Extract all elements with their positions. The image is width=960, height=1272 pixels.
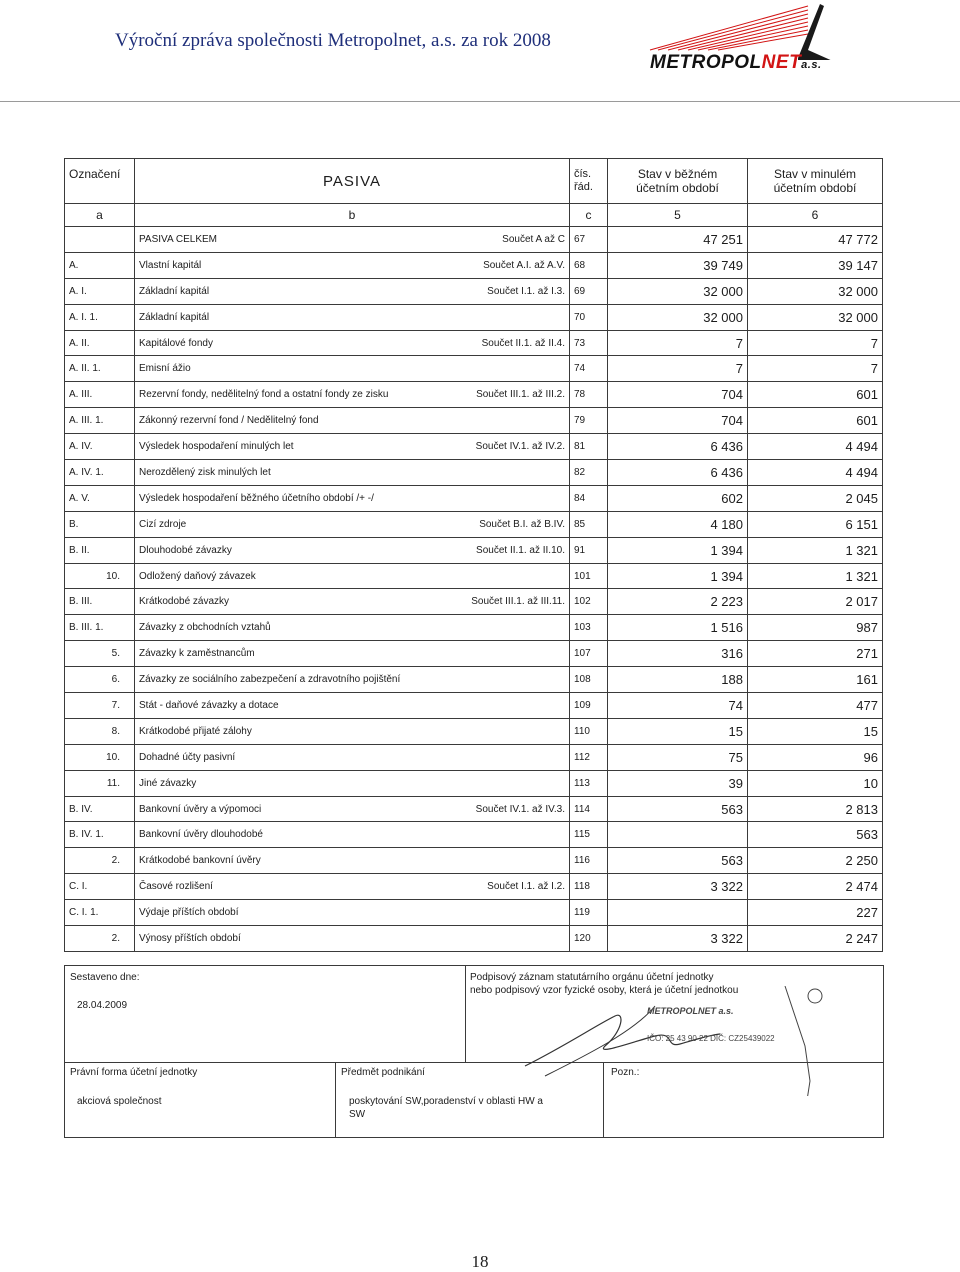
cell-cislo-radku: 74 [570,356,608,382]
cell-minule-obdobi: 601 [748,382,883,408]
cell-cislo-radku: 82 [570,460,608,486]
row-label: Výdaje příštích období [139,907,239,919]
row-label: Závazky ze sociálního zabezpečení a zdravotního pojištění [139,674,401,686]
row-label: Odložený daňový závazek [139,570,256,582]
row-soucet: Součet A až C [502,233,565,245]
col-header-bezne [608,159,748,204]
cell-nazev [135,900,570,926]
minule-line-1: Stav v minulém [773,167,857,181]
cell-bezne-obdobi [608,822,748,848]
cell-nazev [135,227,570,253]
cell-bezne-obdobi: 563 [608,796,748,822]
table-row [65,511,883,537]
metropolnet-logo [648,0,848,80]
cell-oznaceni: A. II. [65,330,135,356]
table-row [65,460,883,486]
col-header-oznaceni: Označení [65,159,135,204]
row-label: Jiné závazky [139,777,197,789]
row-soucet: Součet II.1. až II.10. [476,544,565,556]
row-label: Cizí zdroje [139,518,187,530]
cell-oznaceni: C. I. 1. [65,900,135,926]
cis-rad-line-2: řád. [574,181,593,193]
cell-oznaceni: B. [65,511,135,537]
row-soucet: Součet II.1. až II.4. [481,337,565,349]
row-label: Vlastní kapitál [139,259,202,271]
subheader-5: 5 [608,204,748,227]
row-label: PASIVA CELKEM [139,233,217,245]
row-label: Výnosy příštích období [139,932,241,944]
pravni-forma-value: akciová společnost [77,1096,162,1107]
row-label: Výsledek hospodaření minulých let [139,441,294,453]
row-label: Závazky z obchodních vztahů [139,622,271,634]
cell-bezne-obdobi: 32 000 [608,304,748,330]
cell-cislo-radku: 103 [570,615,608,641]
cell-bezne-obdobi: 6 436 [608,434,748,460]
cell-bezne-obdobi: 3 322 [608,926,748,952]
sestaveno-label: Sestaveno dne: [70,972,140,983]
cell-minule-obdobi: 2 045 [748,485,883,511]
pravni-forma-label: Právní forma účetní jednotky [70,1067,198,1078]
cell-minule-obdobi: 161 [748,667,883,693]
logo-swoosh-icon [648,0,848,60]
cell-bezne-obdobi: 704 [608,382,748,408]
cell-nazev [135,252,570,278]
cell-oznaceni: B. III. [65,589,135,615]
cell-bezne-obdobi: 39 [608,770,748,796]
cell-oznaceni: 2. [65,926,135,952]
table-row [65,485,883,511]
cell-nazev [135,485,570,511]
cell-cislo-radku: 68 [570,252,608,278]
row-soucet: Součet III.1. až III.2. [476,389,565,401]
cell-cislo-radku: 119 [570,900,608,926]
table-row [65,563,883,589]
logo-wordmark [650,52,822,74]
table-row [65,434,883,460]
cell-cislo-radku: 91 [570,537,608,563]
cell-minule-obdobi: 601 [748,408,883,434]
row-label: Dlouhodobé závazky [139,544,232,556]
cell-cislo-radku: 112 [570,744,608,770]
cell-minule-obdobi: 96 [748,744,883,770]
cis-rad-line-1: čís. [574,168,592,180]
signature-block [64,965,884,1138]
poznamka-label: Pozn.: [611,1067,640,1078]
cell-bezne-obdobi: 1 394 [608,563,748,589]
logo-text-metropol: METROPOL [650,52,762,73]
cell-bezne-obdobi: 563 [608,848,748,874]
cell-minule-obdobi: 7 [748,330,883,356]
logo-text-net: NET [761,52,802,73]
minule-line-2: účetním období [773,181,857,195]
table-row [65,330,883,356]
cell-cislo-radku: 102 [570,589,608,615]
cell-bezne-obdobi: 188 [608,667,748,693]
table-row [65,537,883,563]
predmet-label: Předmět podnikání [341,1067,425,1078]
cell-oznaceni: A. III. 1. [65,408,135,434]
cell-cislo-radku: 78 [570,382,608,408]
predmet-value-1: poskytování SW,poradenství v oblasti HW a [349,1096,543,1107]
cell-minule-obdobi: 2 474 [748,874,883,900]
company-stamp [647,1006,797,1051]
cell-minule-obdobi: 271 [748,641,883,667]
row-label: Kapitálové fondy [139,337,213,349]
cell-bezne-obdobi: 32 000 [608,278,748,304]
row-label: Časové rozlišení [139,881,213,893]
cell-bezne-obdobi: 39 749 [608,252,748,278]
cell-bezne-obdobi: 3 322 [608,874,748,900]
cell-nazev [135,356,570,382]
table-row [65,304,883,330]
page-number: 18 [471,1252,489,1271]
cell-bezne-obdobi: 316 [608,641,748,667]
cell-oznaceni: B. II. [65,537,135,563]
table-row [65,926,883,952]
table-row [65,770,883,796]
cell-bezne-obdobi: 4 180 [608,511,748,537]
cell-minule-obdobi: 10 [748,770,883,796]
cell-cislo-radku: 84 [570,485,608,511]
table-row [65,718,883,744]
table-row [65,900,883,926]
row-soucet: Součet B.I. až B.IV. [479,518,565,530]
cell-oznaceni: A. V. [65,485,135,511]
row-soucet: Součet III.1. až III.11. [471,596,565,608]
stamp-name: METROPOLNET a.s. [647,1006,734,1016]
row-label: Stát - daňové závazky a dotace [139,699,279,711]
sestaveno-date: 28.04.2009 [77,1000,128,1011]
cell-bezne-obdobi: 1 516 [608,615,748,641]
cell-nazev [135,770,570,796]
cell-minule-obdobi: 2 813 [748,796,883,822]
cell-oznaceni [65,227,135,253]
cell-cislo-radku: 69 [570,278,608,304]
cell-nazev [135,693,570,719]
cell-nazev [135,796,570,822]
cell-bezne-obdobi: 75 [608,744,748,770]
table-row [65,615,883,641]
cell-oznaceni: A. IV. 1. [65,460,135,486]
cell-nazev [135,408,570,434]
cell-cislo-radku: 79 [570,408,608,434]
cell-bezne-obdobi: 1 394 [608,537,748,563]
table-row [65,356,883,382]
table-row [65,744,883,770]
cell-nazev [135,848,570,874]
cell-oznaceni: A. II. 1. [65,356,135,382]
cell-minule-obdobi: 1 321 [748,537,883,563]
cell-oznaceni: 8. [65,718,135,744]
cell-minule-obdobi: 563 [748,822,883,848]
row-label: Dohadné účty pasivní [139,751,236,763]
cell-cislo-radku: 120 [570,926,608,952]
cell-oznaceni: 11. [65,770,135,796]
table-row [65,822,883,848]
subheader-6: 6 [748,204,883,227]
row-label: Základní kapitál [139,285,210,297]
table-row [65,693,883,719]
row-label: Bankovní úvěry a výpomoci [139,803,262,815]
cell-minule-obdobi: 32 000 [748,278,883,304]
row-label: Krátkodobé přijaté zálohy [139,725,252,737]
report-title: Výroční zpráva společnosti Metropolnet, a.s. za rok 2008 [115,30,551,51]
cell-bezne-obdobi: 7 [608,356,748,382]
cell-cislo-radku: 109 [570,693,608,719]
cell-cislo-radku: 73 [570,330,608,356]
cell-nazev [135,667,570,693]
cell-nazev [135,641,570,667]
cell-cislo-radku: 81 [570,434,608,460]
subheader-b: b [135,204,570,227]
table-row [65,874,883,900]
table-row [65,408,883,434]
header-divider [0,101,960,102]
stamp-ico: IČO: 25 43 90 22 DIČ: CZ25439022 [647,1034,775,1043]
bezne-line-1: Stav v běžném [637,167,718,181]
cell-oznaceni: 10. [65,563,135,589]
row-label: Bankovní úvěry dlouhodobé [139,829,263,841]
cell-oznaceni: A. I. [65,278,135,304]
logo-text-as: a.s. [801,59,822,71]
cell-oznaceni: 6. [65,667,135,693]
cell-cislo-radku: 101 [570,563,608,589]
cell-nazev [135,874,570,900]
cell-cislo-radku: 110 [570,718,608,744]
row-label: Základní kapitál [139,311,210,323]
podpis-label-1: Podpisový záznam statutárního orgánu účetní jednotky [470,972,714,983]
cell-oznaceni: A. I. 1. [65,304,135,330]
cell-cislo-radku: 118 [570,874,608,900]
cell-bezne-obdobi: 47 251 [608,227,748,253]
table-subheader-row [65,204,883,227]
col-header-cis-rad [570,159,608,204]
row-soucet: Součet I.1. až I.3. [487,285,565,297]
row-label: Nerozdělený zisk minulých let [139,466,271,478]
cell-bezne-obdobi: 6 436 [608,460,748,486]
cell-nazev [135,744,570,770]
cell-oznaceni: 5. [65,641,135,667]
row-label: Výsledek hospodaření běžného účetního období /+ -/ [139,492,374,504]
cell-bezne-obdobi: 7 [608,330,748,356]
row-soucet: Součet IV.1. až IV.3. [475,803,565,815]
row-label: Krátkodobé závazky [139,596,230,608]
cell-nazev [135,434,570,460]
cell-nazev [135,822,570,848]
cell-cislo-radku: 107 [570,641,608,667]
cell-minule-obdobi: 477 [748,693,883,719]
col-header-pasiva: PASIVA [135,159,570,204]
table-row [65,227,883,253]
cell-cislo-radku: 113 [570,770,608,796]
cell-bezne-obdobi: 74 [608,693,748,719]
table-row [65,278,883,304]
row-label: Emisní ážio [139,363,191,375]
cell-minule-obdobi: 4 494 [748,434,883,460]
table-header-row [65,159,883,204]
cell-minule-obdobi: 1 321 [748,563,883,589]
cell-cislo-radku: 85 [570,511,608,537]
cell-minule-obdobi: 7 [748,356,883,382]
row-label: Zákonný rezervní fond / Nedělitelný fond [139,415,319,427]
cell-minule-obdobi: 32 000 [748,304,883,330]
cell-minule-obdobi: 227 [748,900,883,926]
cell-nazev [135,589,570,615]
table-row [65,252,883,278]
cell-minule-obdobi: 2 247 [748,926,883,952]
cell-minule-obdobi: 4 494 [748,460,883,486]
cell-bezne-obdobi: 15 [608,718,748,744]
cell-bezne-obdobi: 2 223 [608,589,748,615]
cell-cislo-radku: 114 [570,796,608,822]
cell-nazev [135,718,570,744]
table-row [65,667,883,693]
cell-oznaceni: 7. [65,693,135,719]
cell-minule-obdobi: 2 017 [748,589,883,615]
cell-nazev [135,615,570,641]
row-soucet: Součet IV.1. až IV.2. [475,441,565,453]
subheader-a: a [65,204,135,227]
cell-minule-obdobi: 987 [748,615,883,641]
signature-block-vline-top [465,966,466,1062]
table-row [65,641,883,667]
cell-minule-obdobi: 47 772 [748,227,883,253]
table-row [65,796,883,822]
cell-nazev [135,278,570,304]
cell-oznaceni: C. I. [65,874,135,900]
cell-oznaceni: B. III. 1. [65,615,135,641]
row-label: Závazky k zaměstnancům [139,648,255,660]
cell-cislo-radku: 67 [570,227,608,253]
col-header-minule [748,159,883,204]
table-row [65,848,883,874]
cell-minule-obdobi: 39 147 [748,252,883,278]
podpis-label-2: nebo podpisový vzor fyzické osoby, která je účetní jednotkou [470,985,739,996]
cell-bezne-obdobi: 704 [608,408,748,434]
cell-oznaceni: B. IV. 1. [65,822,135,848]
cell-nazev [135,382,570,408]
row-label: Krátkodobé bankovní úvěry [139,855,261,867]
bezne-line-2: účetním období [636,181,719,195]
cell-cislo-radku: 116 [570,848,608,874]
table-row [65,382,883,408]
row-soucet: Součet I.1. až I.2. [487,881,565,893]
cell-nazev [135,330,570,356]
signature-block-vline-left [335,1062,336,1137]
pasiva-table [64,158,883,952]
cell-bezne-obdobi: 602 [608,485,748,511]
cell-oznaceni: A. III. [65,382,135,408]
cell-oznaceni: 10. [65,744,135,770]
cell-nazev [135,926,570,952]
cell-nazev [135,460,570,486]
cell-minule-obdobi: 15 [748,718,883,744]
cell-minule-obdobi: 2 250 [748,848,883,874]
cell-bezne-obdobi [608,900,748,926]
cell-minule-obdobi: 6 151 [748,511,883,537]
cell-oznaceni: A. IV. [65,434,135,460]
cell-nazev [135,304,570,330]
cell-oznaceni: B. IV. [65,796,135,822]
cell-cislo-radku: 70 [570,304,608,330]
table-row [65,589,883,615]
cell-nazev [135,537,570,563]
row-soucet: Součet A.I. až A.V. [483,259,565,271]
cell-oznaceni: A. [65,252,135,278]
cell-cislo-radku: 115 [570,822,608,848]
subheader-c: c [570,204,608,227]
predmet-value-2: SW [349,1109,366,1120]
cell-oznaceni: 2. [65,848,135,874]
cell-nazev [135,563,570,589]
cell-cislo-radku: 108 [570,667,608,693]
row-label: Rezervní fondy, nedělitelný fond a ostatní fondy ze zisku [139,389,389,401]
cell-nazev [135,511,570,537]
